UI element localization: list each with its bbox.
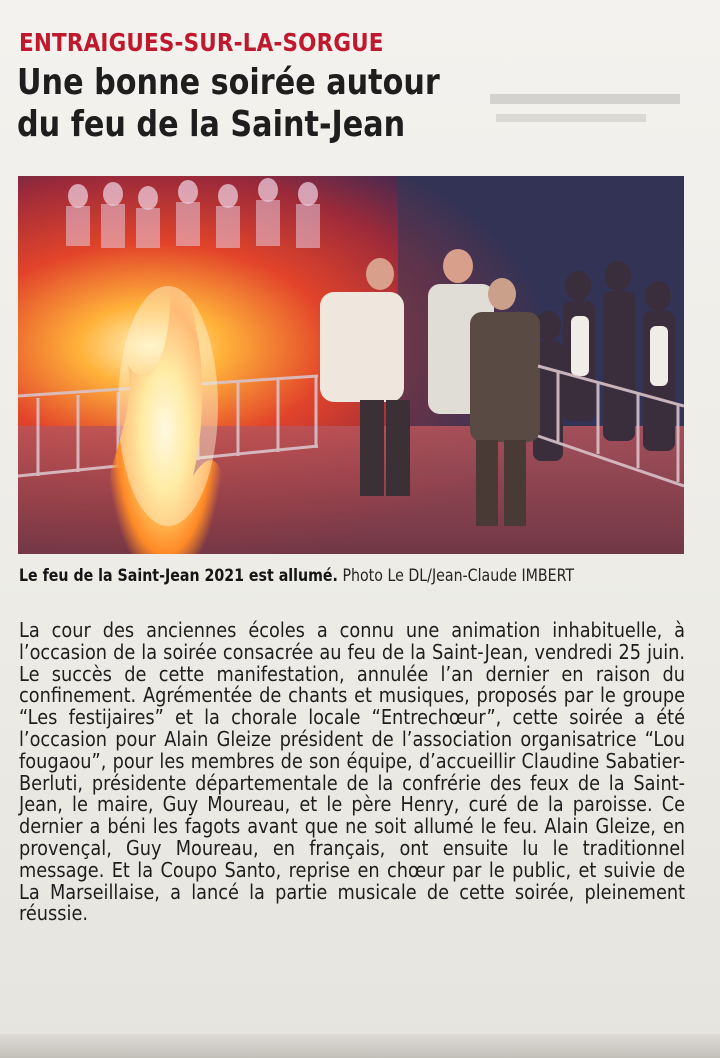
page-fold-edge xyxy=(0,1034,720,1058)
article-photo xyxy=(18,176,684,554)
photo-credit: Photo Le DL/Jean-Claude IMBERT xyxy=(342,566,575,585)
adjacent-column-bleed xyxy=(486,88,706,148)
article-body xyxy=(19,620,685,925)
bonfire-photo-illustration xyxy=(18,176,684,554)
headline-line-1: Une bonne soirée autour xyxy=(17,62,440,103)
article-paragraph: La cour des anciennes écoles a connu une animation inhabituelle, à l’occasion de la soirée consacrée au feu de la Saint-Jean, vendredi 25 juin. Le succès de cette manifestation, annulée l’an dernier en raison du confinement. Agrémentée de chants et musiques, proposés par le groupe “Les festijaires” et la chorale locale “Entrechœur”, cette soirée a été l’occasion pour Alain Gleize président de l’association organisatrice “Lou fougaou”, pour les membres de son équipe, d’accueillir Claudine Sabatier-Berluti, présidente départementale de la confrérie des feux de la Saint-Jean, le maire, Guy Moureau, et le père Henry, curé de la paroisse. Ce dernier a béni les fagots avant que ne soit allumé le feu. Alain Gleize, en provençal, Guy Moureau, en français, ont ensuite lu le traditionnel message. Et la Coupo Santo, reprise en chœur par le public, et suivie de La Marseillaise, a lancé la partie musicale de cette soirée, pleinement réussie. xyxy=(19,618,686,926)
headline-line-2: du feu de la Saint-Jean xyxy=(17,104,406,145)
section-kicker: ENTRAIGUES-SUR-LA-SORGUE xyxy=(19,28,384,57)
photo-caption xyxy=(19,566,574,586)
article-headline xyxy=(17,62,487,146)
caption-text: Le feu de la Saint-Jean 2021 est allumé. xyxy=(19,566,338,585)
